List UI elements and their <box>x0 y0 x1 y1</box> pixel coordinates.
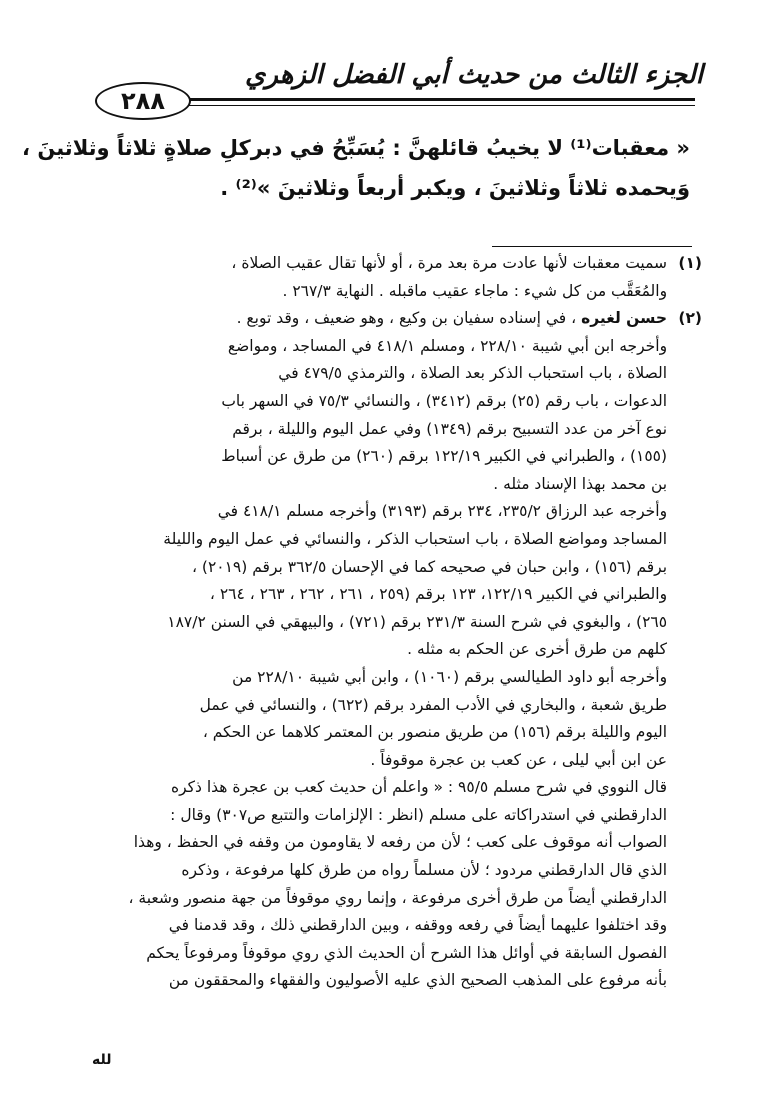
footnote-line: برقم (١٥٦) ، وابن حبان في صحيحه كما في الإحسان ٣٦٢/٥ برقم (٢٠١٩) ، <box>191 557 668 576</box>
footnote-line: ، في إسناده سفيان بن وكيع ، وهو ضعيف ، وقد توبع . <box>236 309 577 328</box>
footnote-line: المساجد ومواضع الصلاة ، باب استحباب الذكر ، والنسائي في عمل اليوم والليلة <box>163 529 668 548</box>
footnote-line: الذي قال الدارقطني مردود ؛ لأن مسلماً رواه من طرق كلها مرفوعة ، وذكره <box>181 861 668 880</box>
footnote-line: الصلاة ، باب استحباب الذكر بعد الصلاة ، والترمذي ٤٧٩/٥ في <box>278 364 668 383</box>
footnote-line: سميت معقبات لأنها عادت مرة بعد مرة ، أو لأنها تقال عقيب الصلاة ، <box>231 254 668 272</box>
catchword: لله <box>92 1052 112 1068</box>
footnote-line: بأنه مرفوع على المذهب الصحيح الذي عليه الأصوليون والفقهاء والمحققون من <box>168 971 668 990</box>
footnote-line: قال النووي في شرح مسلم ٩٥/٥ : « واعلم أن حديث كعب بن عجرة هذا ذكره <box>170 778 668 797</box>
running-title: الجزء الثالث من حديث أبي الفضل الزهري <box>245 60 703 90</box>
footnote-line: اليوم والليلة برقم (١٥٦) من طريق منصور بن المعتمر كلاهما عن الحكم ، <box>202 723 668 742</box>
footnote-line: بن محمد بهذا الإسناد مثله . <box>493 474 668 493</box>
footnote-line: ٢٦٥) ، والبغوي في شرح السنة ٢٣١/٣ برقم (٧٢١) ، والبيهقي في السنن ١٨٧/٢ <box>167 612 668 631</box>
footnote-label: (٢) <box>678 309 702 328</box>
page-number: ٢٨٨ <box>95 82 191 120</box>
hadith-line: « معقبات⁽¹⁾ لا يخيبُ قائلهنَّ : يُسَبِّحُ في دبركلِ صلاةٍ ثلاثاً وثلاثينَ ، <box>22 136 690 160</box>
footnote-line: الصواب أنه موقوف على كعب ؛ لأن من رفعه لا يقاومون من وقفه في الحفظ ، وهذا <box>133 833 668 852</box>
footnote-line: عن ابن أبي ليلى ، عن كعب بن عجرة موقوفاً . <box>370 750 668 769</box>
footnote-line: وأخرجه أبو داود الطيالسي برقم (١٠٦٠) ، وابن أبي شيبة ٢٢٨/١٠ من <box>232 667 668 686</box>
footnote-2 <box>92 305 702 995</box>
footnote-line: والطبراني في الكبير ١٢٢/١٩، ١٢٣ برقم (٢٥٩ ، ٢٦١ ، ٢٦٢ ، ٢٦٣ ، ٢٦٤ ، <box>209 585 668 604</box>
hadith-grade: حسن لغيره <box>581 309 668 328</box>
footnote-line: (١٥٥) ، والطبراني في الكبير ١٢٢/١٩ برقم (٢٦٠) من طرق عن أسباط <box>221 447 668 466</box>
footnote-line: وأخرجه عبد الرزاق ٢٣٥/٢، ٢٣٤ برقم (٣١٩٣) وأخرجه مسلم ٤١٨/١ في <box>217 502 668 521</box>
footnote-line: طريق شعبة ، والبخاري في الأدب المفرد برقم (٦٢٢) ، والنسائي في عمل <box>199 695 668 714</box>
hadith-line: وَيحمده ثلاثاً وثلاثينَ ، ويكبر أربعاً وثلاثينَ »⁽²⁾ . <box>220 176 690 200</box>
page-header <box>95 60 703 120</box>
footnote-1 <box>92 250 702 305</box>
footnote-label: (١) <box>678 254 702 272</box>
footnote-line: وأخرجه ابن أبي شيبة ٢٢٨/١٠ ، ومسلم ٤١٨/١ في المساجد ، ومواضع <box>227 336 668 355</box>
footnote-line: نوع آخر من عدد التسبيح برقم (١٣٤٩) وفي عمل اليوم والليلة ، برقم <box>232 419 668 438</box>
header-rule-thin <box>155 105 695 106</box>
footnote-line: الدارقطني في استدراكاته على مسلم (انظر : الإلزامات والتتبع ص٣٠٧) وقال : <box>170 805 668 824</box>
footnote-line: الفصول السابقة في أوائل هذا الشرح أن الحديث الذي روي موقوفاً ومرفوعاً يحكم <box>146 943 668 962</box>
footnote-line: الدارقطني أيضاً من طرق أخرى مرفوعة ، وإنما روي موقوفاً من جهة منصور وشعبة ، <box>128 888 668 907</box>
footnote-line: الدعوات ، باب رقم (٢٥) برقم (٣٤١٢) ، والنسائي ٧٥/٣ في السهر باب <box>221 391 668 410</box>
footnote-line: كلهم من طرق أخرى عن الحكم به مثله . <box>407 640 668 659</box>
hadith-text <box>22 128 690 208</box>
footnote-line: والمُعَقَّب من كل شيء : ماجاء عقيب ماقبله . النهاية ٢٦٧/٣ . <box>282 281 668 300</box>
footnote-separator <box>492 246 692 247</box>
header-rule <box>183 98 695 101</box>
footnote-line: وقد اختلفوا عليهما أيضاً في رفعه ووقفه ، وبين الدارقطني ذلك ، وقد قدمنا في <box>168 916 668 935</box>
footnotes <box>92 250 702 995</box>
